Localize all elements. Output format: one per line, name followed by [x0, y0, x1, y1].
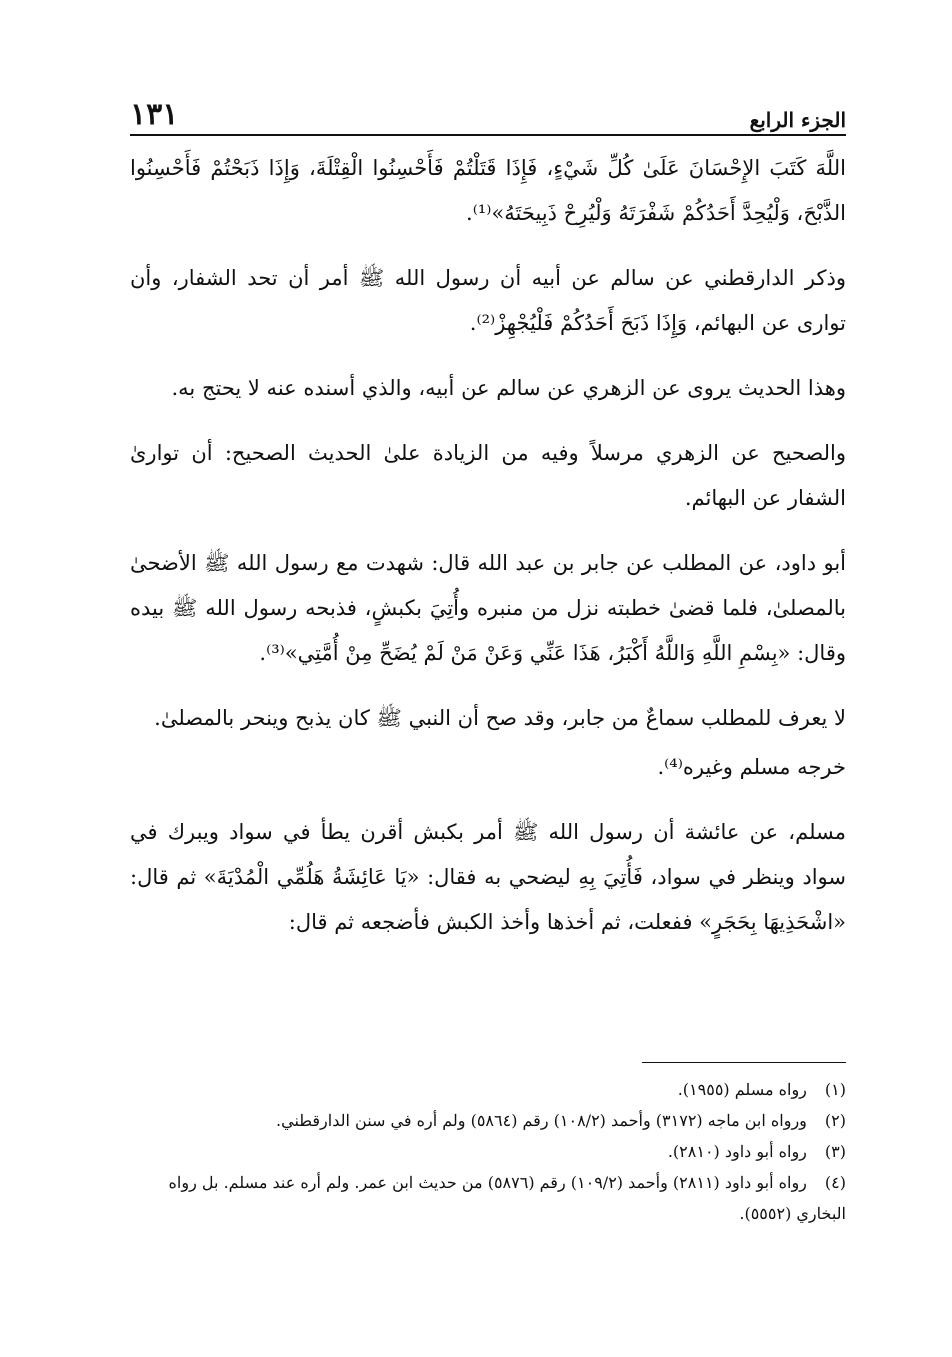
paragraph-2: وذكر الدارقطني عن سالم عن أبيه أن رسول الله ﷺ أمر أن تحد الشفار، وأن توارى عن البهائم، وَإِذَا ذَبَحَ أَحَدُكُمْ فَلْيُجْهِزْ⁽²⁾.	[130, 266, 846, 335]
footnotes	[130, 1074, 846, 1229]
paragraph-3: وهذا الحديث يروى عن الزهري عن سالم عن أبيه، والذي أسنده عنه لا يحتج به.	[171, 376, 846, 400]
paragraph-8: مسلم، عن عائشة أن رسول الله ﷺ أمر بكبش أقرن يطأ في سواد ويبرك في سواد وينظر في سواد، فَأُتِيَ بِهِ ليضحي به فقال: «يَا عَائِشَةُ هَلُمِّي الْمُدْيَةَ» ثم قال: «اشْحَذِيهَا بِحَجَرٍ» ففعلت، ثم أخذها وأخذ الكبش فأضجعه ثم قال:	[130, 820, 846, 934]
footnote-rule	[642, 1062, 846, 1063]
footnote	[130, 1074, 846, 1105]
footnote-number: (٢)	[824, 1111, 846, 1130]
body-text	[130, 146, 846, 965]
footnote	[130, 1167, 846, 1229]
paragraph-1: اللَّهَ كَتَبَ الإِحْسَانَ عَلَىٰ كُلِّ شَيْءٍ، فَإِذَا قَتَلْتُمْ فَأَحْسِنُوا الْقِتْلَةَ، وَإِذَا ذَبَحْتُمْ فَأَحْسِنُوا الذَّبْحَ، وَلْيُحِدَّ أَحَدُكُمْ شَفْرَتَهُ وَلْيُرِحْ ذَبِيحَتَهُ»⁽¹⁾.	[130, 156, 846, 225]
footnote-text: ورواه ابن ماجه (٣١٧٢) وأحمد (١٠٨/٢) رقم (٥٨٦٤) ولم أره في سنن الدارقطني.	[276, 1111, 807, 1130]
page-number: ١٣١	[130, 97, 179, 132]
page-header	[130, 88, 846, 132]
paragraph-5: أبو داود، عن المطلب عن جابر بن عبد الله قال: شهدت مع رسول الله ﷺ الأضحىٰ بالمصلىٰ، فلما قضىٰ خطبته نزل من منبره وأُتِيَ بكبشٍ، فذبحه رسول الله ﷺ بيده وقال: «بِسْمِ اللَّهِ وَاللَّهُ أَكْبَرُ، هَذَا عَنِّي وَعَنْ مَنْ لَمْ يُضَحِّ مِنْ أُمَّتِي»⁽³⁾.	[130, 551, 846, 665]
running-head: الجزء الرابع	[749, 108, 846, 132]
footnote-text: رواه أبو داود (٢٨١١) وأحمد (١٠٩/٢) رقم (٥٨٧٦) من حديث ابن عمر. ولم أره عند مسلم. بل رواه البخاري (٥٥٥٢).	[168, 1173, 846, 1223]
footnote-number: (١)	[824, 1080, 846, 1099]
paragraph-6: لا يعرف للمطلب سماعٌ من جابر، وقد صح أن النبي ﷺ كان يذبح وينحر بالمصلىٰ.	[154, 706, 846, 730]
footnote	[130, 1105, 846, 1136]
footnote	[130, 1136, 846, 1167]
footnote-text: رواه مسلم (١٩٥٥).	[677, 1080, 807, 1099]
footnote-number: (٤)	[824, 1173, 846, 1192]
footnote-text: رواه أبو داود (٢٨١٠).	[667, 1142, 807, 1161]
header-rule	[130, 134, 846, 136]
footnote-number: (٣)	[824, 1142, 846, 1161]
paragraph-7: خرجه مسلم وغيره⁽⁴⁾.	[657, 755, 846, 779]
paragraph-4: والصحيح عن الزهري مرسلاً وفيه من الزيادة علىٰ الحديث الصحيح: أن توارىٰ الشفار عن البهائم.	[130, 441, 846, 510]
